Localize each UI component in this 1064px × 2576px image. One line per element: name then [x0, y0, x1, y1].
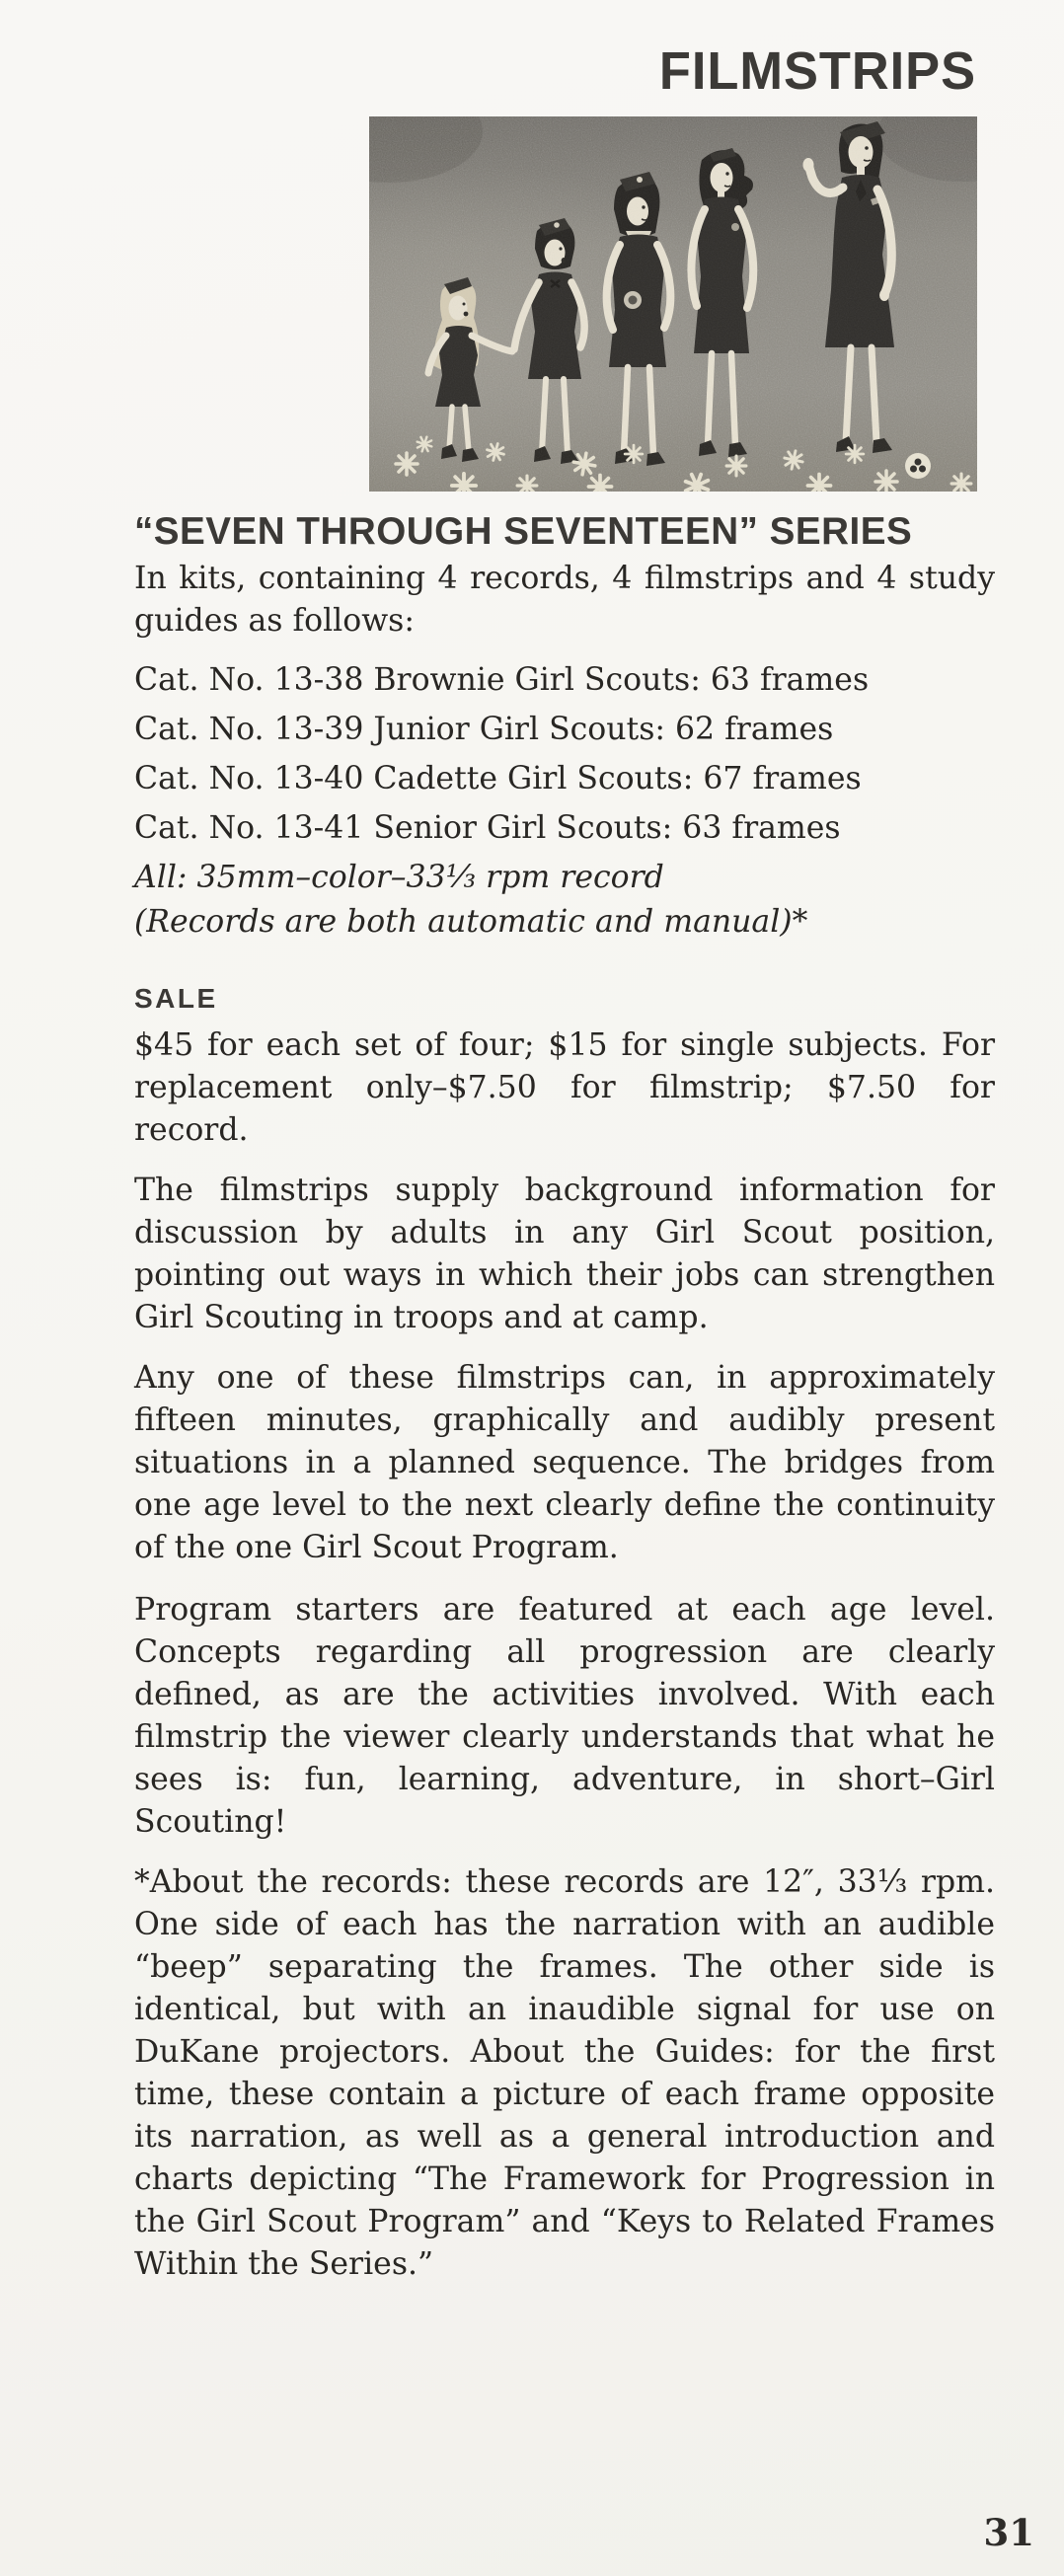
specs-line-records: (Records are both automatic and manual)* — [134, 904, 808, 940]
catalog-item-junior: Cat. No. 13-39 Junior Girl Scouts: 62 frames — [134, 712, 834, 747]
catalog-list — [134, 655, 995, 853]
catalog-item-brownie: Cat. No. 13-38 Brownie Girl Scouts: 63 frames — [134, 662, 870, 698]
paragraph-sale-prices: $45 for each set of four; $15 for single subjects. For replacement only–$7.50 for filmstrip; $7.50 for record. — [134, 1027, 995, 1148]
catalog-item-senior: Cat. No. 13-41 Senior Girl Scouts: 63 frames — [134, 810, 841, 846]
specs-line-format: All: 35mm–color–33⅓ rpm record — [134, 860, 664, 895]
series-heading: “SEVEN THROUGH SEVENTEEN” SERIES — [134, 510, 913, 553]
paragraph-program-starters: Program starters are featured at each age level. Concepts regarding all progression are clearly defined, as are the activities involved. With each filmstrip the viewer clearly understands that what he sees is: fun, learning, adventure, in short–Girl Scouting! — [134, 1592, 995, 1840]
page-title: FILMSTRIPS — [658, 41, 976, 101]
scouts-illustration — [369, 116, 977, 492]
page-number: 31 — [983, 2511, 1034, 2554]
paragraph-filmstrips-purpose: The filmstrips supply background information for discussion by adults in any Girl Scout position, pointing out ways in which their jobs can strengthen Girl Scouting in troops and at camp. — [134, 1173, 995, 1335]
text-column — [134, 510, 995, 2286]
paragraph-filmstrip-length: Any one of these filmstrips can, in approximately fifteen minutes, graphically and audibly present situations in a planned sequence. The bridges from one age level to the next clearly define the continuity of the one Girl Scout Program. — [134, 1360, 995, 1565]
intro-paragraph: In kits, containing 4 records, 4 filmstrips and 4 study guides as follows: — [134, 561, 995, 639]
catalog-item-cadette: Cat. No. 13-40 Cadette Girl Scouts: 67 frames — [134, 761, 862, 796]
paragraph-about-records: *About the records: these records are 12″, 33⅓ rpm. One side of each has the narration with an audible “beep” separating the frames. The other side is identical, but with an inaudible signal for use on DuKane projectors. About the Guides: for the first time, these contain a picture of each frame opposite its narration, as well as a general introduction and charts depicting “The Framework for Progression in the Girl Scout Program” and “Keys to Related Frames Within the Series.” — [134, 1864, 995, 2282]
sale-heading: SALE — [134, 983, 218, 1014]
specs-block — [134, 856, 995, 945]
